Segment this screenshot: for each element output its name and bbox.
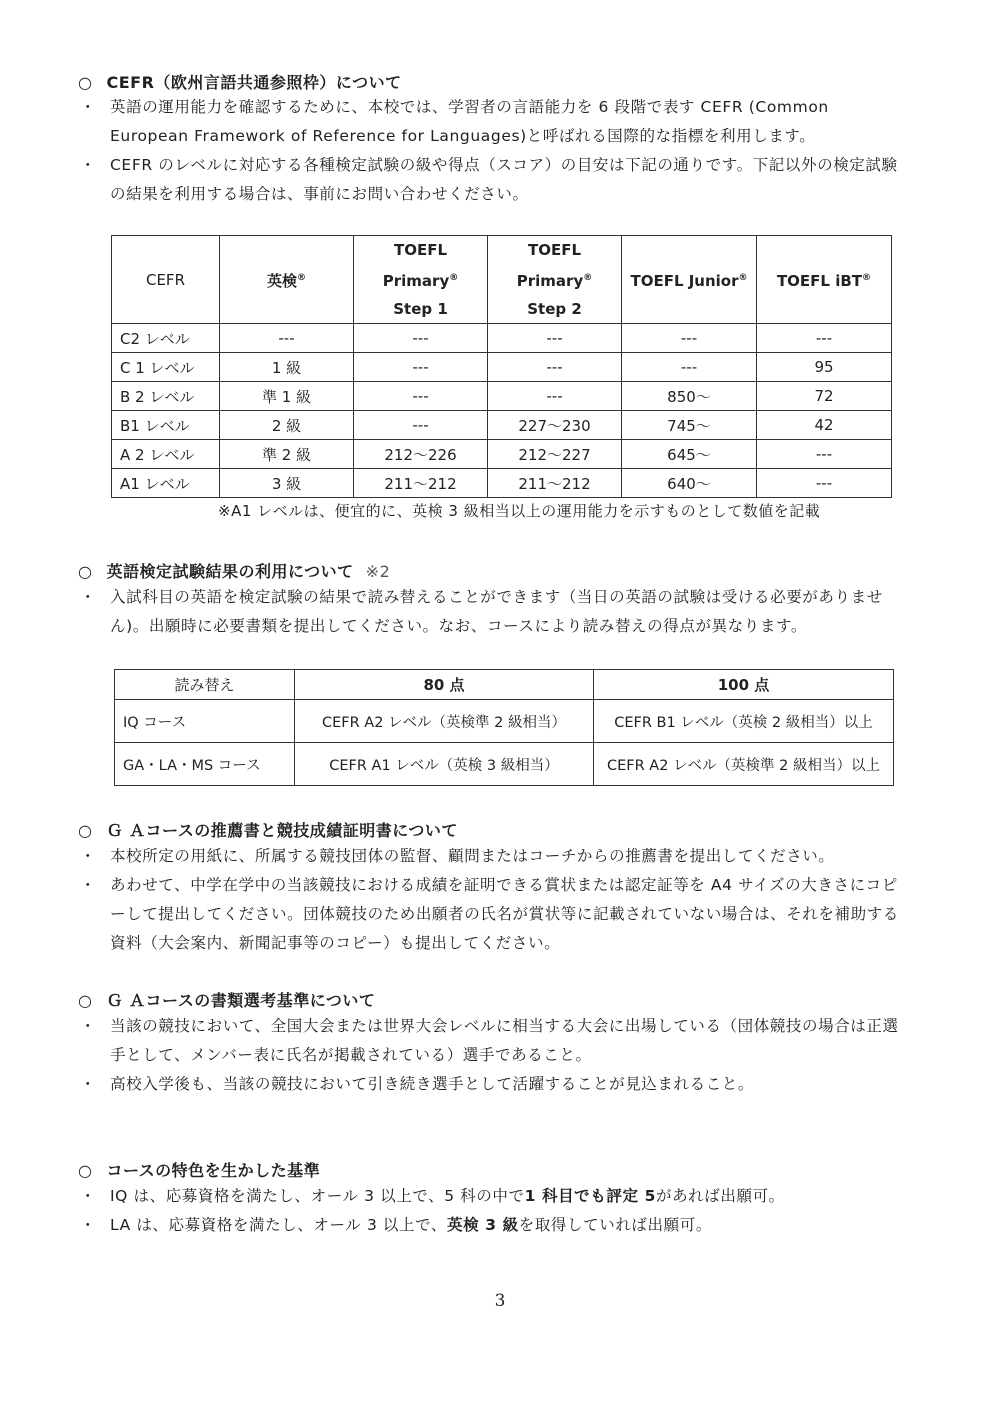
- list-item: ・ あわせて、中学在学中の当該競技における成績を証明できる賞状または認定証等を A4 サイズの大きさにコピーして提出してください。団体競技のため出願者の氏名が賞状等に記載されていない場合は、それを補助する資料（大会案内、新聞記事等のコピー）も提出してください。: [80, 871, 910, 958]
- cefr-paragraphs: [80, 93, 910, 209]
- section-title-ga-recommend: ○ Ｇ Ａコースの推薦書と競技成績証明書について: [78, 821, 458, 840]
- list-item: ・ IQ は、応募資格を満たし、オール 3 以上で、5 科の中で1 科目でも評定 5があれば出願可。: [80, 1182, 910, 1211]
- table-header-row: [115, 670, 894, 700]
- header-80: 80 点: [295, 670, 594, 700]
- header-toefl-primary-step1: TOEFL Primary® Step 1: [354, 236, 488, 324]
- table-row: A 2 レベル 準 2 級 212〜226 212〜227 645〜 ---: [112, 440, 892, 469]
- header-toefl-ibt: TOEFL iBT®: [757, 236, 892, 324]
- table-row: C2 レベル --- --- --- --- ---: [112, 324, 892, 353]
- cefr-table: [111, 235, 892, 498]
- bullet-icon: ・: [80, 1216, 97, 1234]
- reading-table: [114, 669, 894, 786]
- bullet-icon: ・: [80, 1187, 97, 1205]
- circle-icon: ○: [78, 73, 93, 92]
- section-title-ga-criteria: ○ Ｇ Ａコースの書類選考基準について: [78, 991, 376, 1010]
- list-item: ・ 入試科目の英語を検定試験の結果で読み替えることができます（当日の英語の試験は受ける必要がありません)。出願時に必要書類を提出してください。なお、コースにより読み替えの得点が異なります。: [80, 583, 910, 641]
- list-item: ・ CEFR のレベルに対応する各種検定試験の級や得点（スコア）の目安は下記の通りです。下記以外の検定試験の結果を利用する場合は、事前にお問い合わせください。: [80, 151, 910, 209]
- header-toefl-primary-step2: TOEFL Primary® Step 2: [488, 236, 622, 324]
- bullet-icon: ・: [80, 1017, 97, 1035]
- table-row: GA・LA・MS コース CEFR A1 レベル（英検 3 級相当） CEFR A2 レベル（英検準 2 級相当）以上: [115, 743, 894, 786]
- list-item: ・ 英語の運用能力を確認するために、本校では、学習者の言語能力を 6 段階で表す CEFR (Common European Framework of Reference for Languages)と呼ばれる国際的な指標を利用します。: [80, 93, 910, 151]
- circle-icon: ○: [78, 1161, 93, 1180]
- table-row: IQ コース CEFR A2 レベル（英検準 2 級相当） CEFR B1 レベル（英検 2 級相当）以上: [115, 700, 894, 743]
- list-item: ・ 当該の競技において、全国大会または世界大会レベルに相当する大会に出場している（団体競技の場合は正選手として、メンバー表に氏名が掲載されている）選手であること。: [80, 1012, 910, 1070]
- course-paragraphs: [80, 1182, 910, 1240]
- table-row: B1 レベル 2 級 --- 227〜230 745〜 42: [112, 411, 892, 440]
- circle-icon: ○: [78, 562, 93, 581]
- header-yomikae: 読み替え: [115, 670, 295, 700]
- bullet-icon: ・: [80, 847, 97, 865]
- table-header-row: [112, 236, 892, 324]
- section-title-usage: ○ 英語検定試験結果の利用について ※2: [78, 562, 391, 581]
- header-eiken: 英検®: [220, 236, 354, 324]
- table-row: C 1 レベル 1 級 --- --- --- 95: [112, 353, 892, 382]
- header-cefr: CEFR: [112, 236, 220, 324]
- list-item: ・ LA は、応募資格を満たし、オール 3 以上で、英検 3 級を取得していれば出願可。: [80, 1211, 910, 1240]
- section-title-cefr: ○ CEFR（欧州言語共通参照枠）について: [78, 73, 402, 92]
- bullet-icon: ・: [80, 876, 97, 894]
- list-item: ・ 本校所定の用紙に、所属する競技団体の監督、顧問またはコーチからの推薦書を提出してください。: [80, 842, 910, 871]
- bullet-icon: ・: [80, 156, 97, 174]
- circle-icon: ○: [78, 821, 93, 840]
- header-100: 100 点: [594, 670, 894, 700]
- section-title-course: ○ コースの特色を生かした基準: [78, 1161, 321, 1180]
- ga-criteria-paragraphs: [80, 1012, 910, 1099]
- page-number: 3: [494, 1291, 506, 1311]
- header-toefl-junior: TOEFL Junior®: [622, 236, 757, 324]
- table-row: A1 レベル 3 級 211〜212 211〜212 640〜 ---: [112, 469, 892, 498]
- ga-recommend-paragraphs: [80, 842, 910, 958]
- bullet-icon: ・: [80, 1075, 97, 1093]
- bullet-icon: ・: [80, 98, 97, 116]
- bullet-icon: ・: [80, 588, 97, 606]
- circle-icon: ○: [78, 991, 93, 1010]
- list-item: ・ 高校入学後も、当該の競技において引き続き選手として活躍することが見込まれること。: [80, 1070, 910, 1099]
- table-row: B 2 レベル 準 1 級 --- --- 850〜 72: [112, 382, 892, 411]
- usage-paragraphs: [80, 583, 910, 641]
- cefr-table-note: ※A1 レベルは、便宜的に、英検 3 級相当以上の運用能力を示すものとして数値を記載: [218, 502, 821, 520]
